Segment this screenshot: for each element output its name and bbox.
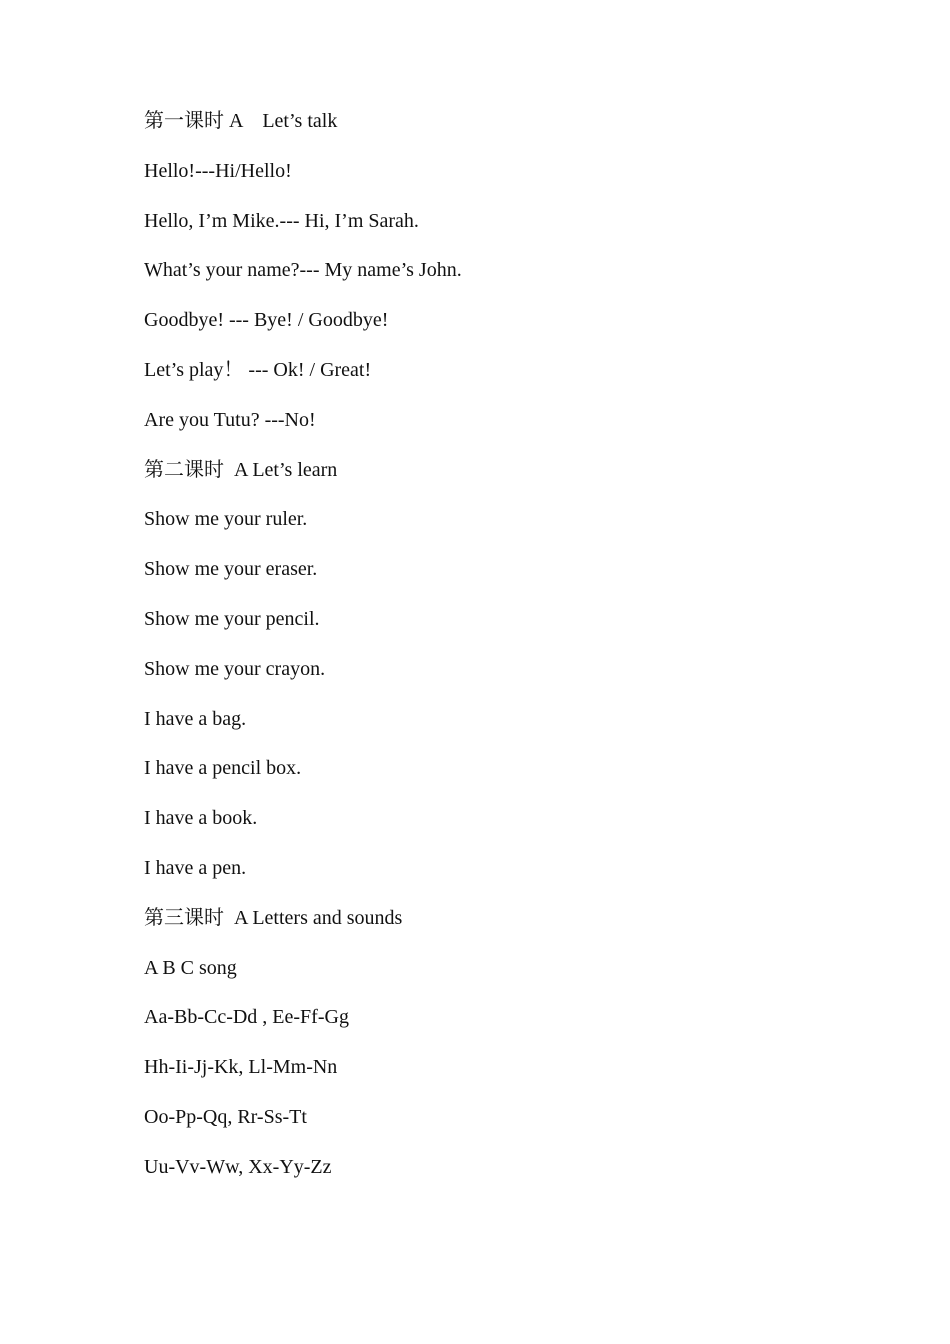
text-line: Uu-Vv-Ww, Xx-Yy-Zz — [144, 1155, 332, 1178]
text-line: A B C song — [144, 956, 237, 979]
section-heading-lesson-1: 第一课时 A Let’s talk — [144, 110, 338, 132]
text-line: Hello, I’m Mike.--- Hi, I’m Sarah. — [144, 209, 419, 232]
text-line: What’s your name?--- My name’s John. — [144, 259, 462, 282]
text-line: Oo-Pp-Qq, Rr-Ss-Tt — [144, 1105, 307, 1128]
text-line: Goodbye! --- Bye! / Goodbye! — [144, 309, 389, 332]
text-line: Let’s play！ --- Ok! / Great! — [144, 358, 372, 381]
text-line: Hello!---Hi/Hello! — [144, 159, 292, 182]
text-line: I have a bag. — [144, 707, 247, 730]
text-line: Are you Tutu? ---No! — [144, 408, 316, 431]
text-line: I have a pencil box. — [144, 757, 302, 780]
section-heading-lesson-3: 第三课时 A Letters and sounds — [144, 906, 403, 929]
section-heading-lesson-2: 第二课时 A Let’s learn — [144, 458, 338, 481]
text-line: Show me your ruler. — [144, 508, 308, 531]
text-line: Show me your crayon. — [144, 657, 326, 680]
text-line: Show me your eraser. — [144, 558, 318, 581]
text-line: Show me your pencil. — [144, 607, 320, 630]
text-line: Hh-Ii-Jj-Kk, Ll-Mm-Nn — [144, 1056, 338, 1079]
document-body — [144, 106, 844, 1202]
text-line: I have a book. — [144, 807, 258, 830]
text-line: Aa-Bb-Cc-Dd , Ee-Ff-Gg — [144, 1006, 349, 1029]
text-line: I have a pen. — [144, 856, 247, 879]
